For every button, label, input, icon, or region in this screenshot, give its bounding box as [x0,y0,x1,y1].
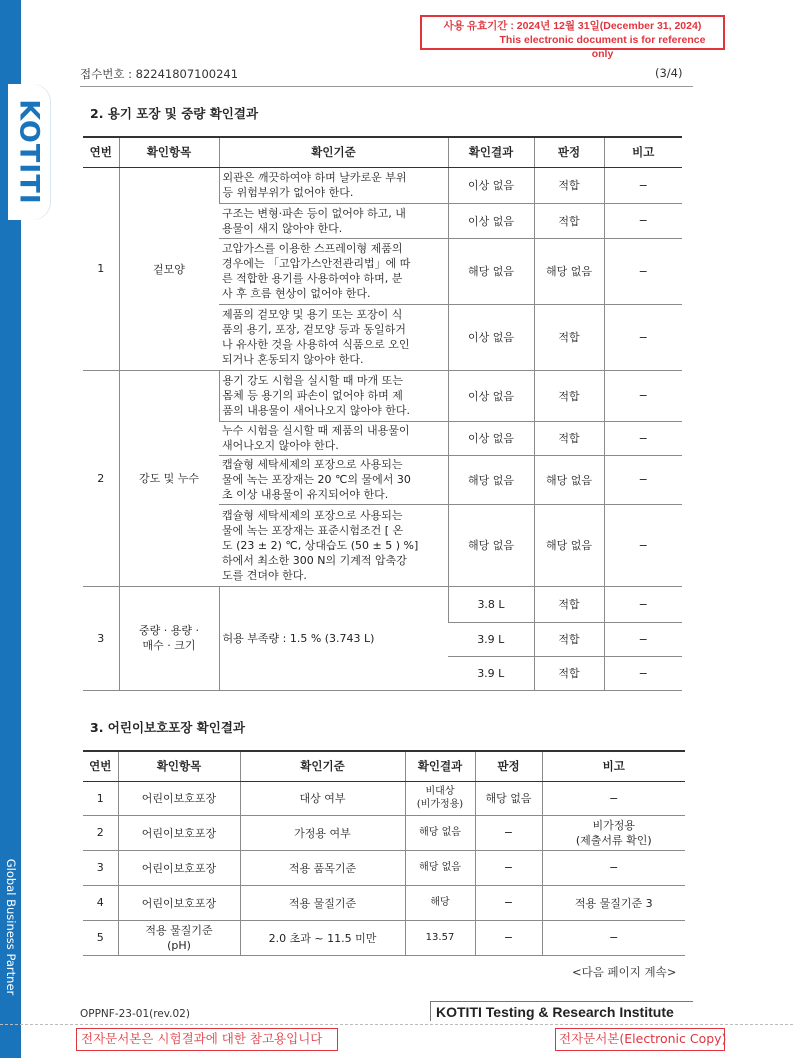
row-result: 해당 없음 [448,238,534,304]
row-verdict: − [475,885,542,920]
row-item: 겉모양 [119,167,219,370]
row-result: 해당 [405,885,475,920]
row-criteria: 구조는 변형·파손 등이 없어야 하고, 내 용물이 새지 않아야 한다. [219,203,448,238]
row-verdict: 적합 [534,421,604,455]
col-header-item: 확인항목 [119,137,219,167]
continue-note: <다음 페이지 계속> [572,965,677,979]
row-no: 5 [83,920,118,955]
row-note: 적용 물질기준 3 [542,885,685,920]
table-row [83,885,685,920]
row-note: − [604,370,682,421]
row-item: 어린이보호포장 [118,885,240,920]
row-criteria: 대상 여부 [240,781,405,815]
row-note: − [604,167,682,203]
row-criteria: 누수 시험을 실시할 때 제품의 내용물이 새어나오지 않아야 한다. [219,421,448,455]
row-no: 3 [83,850,118,885]
row-verdict: 적합 [534,370,604,421]
row-verdict: 적합 [534,203,604,238]
row-verdict: 해당 없음 [475,781,542,815]
row-criteria: 캡슐형 세탁세제의 포장으로 사용되는 물에 녹는 포장재는 표준시험조건 [ 온 도 (23 ± 2) ℃, 상대습도 (50 ± 5 ) %] 하에서 최소한 300 N의 기계적 압축강 도를 견뎌야 한다. [219,504,448,586]
row-no: 4 [83,885,118,920]
col-header-note: 비고 [542,751,685,781]
section2-title: 2. 용기 포장 및 중량 확인결과 [90,106,259,121]
receipt-number: 접수번호 : 82241807100241 [80,67,239,81]
row-verdict: − [475,920,542,955]
reference-notice: 전자문서본은 시험결과에 대한 참고용입니다 [76,1028,338,1051]
table-row [83,815,685,850]
row-note: − [542,920,685,955]
row-verdict: 해당 없음 [534,238,604,304]
row-verdict: − [475,850,542,885]
row-item: 적용 물질기준 (pH) [118,920,240,955]
row-verdict: − [475,815,542,850]
child-protection-table [83,750,685,956]
row-verdict: 적합 [534,167,604,203]
row-note: − [604,238,682,304]
sidebar-slogan: Global Business Partner [4,858,18,996]
row-result: 이상 없음 [448,370,534,421]
row-note: − [542,850,685,885]
col-header-no: 연번 [83,137,119,167]
row-note: − [604,622,682,656]
row-verdict: 해당 없음 [534,504,604,586]
row-criteria: 용기 강도 시험을 실시할 때 마개 또는 몸체 등 용기의 파손이 없어야 하며 제 품의 내용물이 새어나오지 않아야 한다. [219,370,448,421]
header-divider [80,86,693,87]
row-criteria: 캡슐형 세탁세제의 포장으로 사용되는 물에 녹는 포장재는 20 ℃의 물에서 30 초 이상 내용물이 유지되어야 한다. [219,455,448,504]
row-verdict: 적합 [534,304,604,370]
section3-title: 3. 어린이보호포장 확인결과 [90,720,245,735]
form-code: OPPNF-23-01(rev.02) [80,1008,190,1020]
footer-divider [0,1024,793,1025]
col-header-verdict: 판정 [475,751,542,781]
col-header-result: 확인결과 [448,137,534,167]
row-result: 3.9 L [448,622,534,656]
page-number: (3/4) [655,66,683,80]
table-row [83,920,685,955]
row-no: 2 [83,815,118,850]
row-item: 강도 및 누수 [119,370,219,586]
row-criteria: 고압가스를 이용한 스프레이형 제품의 경우에는 「고압가스안전관리법」에 따 른 적합한 용기를 사용하여야 하며, 분 사 후 흐름 현상이 없어야 한다. [219,238,448,304]
row-criteria: 외관은 깨끗하여야 하며 날카로운 부위 등 위험부위가 없어야 한다. [219,167,448,203]
validity-stamp [420,15,725,60]
row-result: 3.9 L [448,656,534,690]
row-no: 3 [83,586,119,690]
row-item: 어린이보호포장 [118,781,240,815]
row-criteria: 허용 부족량 : 1.5 % (3.743 L) [219,586,448,690]
col-header-result: 확인결과 [405,751,475,781]
row-note: − [604,421,682,455]
table-row [83,370,682,421]
row-note: − [604,304,682,370]
row-result: 이상 없음 [448,167,534,203]
validity-line-2: This electronic document is for reference only [499,34,706,60]
col-header-no: 연번 [83,751,118,781]
row-result: 해당 없음 [405,815,475,850]
col-header-criteria: 확인기준 [240,751,405,781]
row-item: 어린이보호포장 [118,850,240,885]
table-row [83,167,682,203]
row-criteria: 적용 품목기준 [240,850,405,885]
row-no: 2 [83,370,119,586]
row-result: 이상 없음 [448,304,534,370]
row-result: 13.57 [405,920,475,955]
col-header-verdict: 판정 [534,137,604,167]
row-no: 1 [83,781,118,815]
table-row [83,781,685,815]
row-note: − [542,781,685,815]
row-note: − [604,656,682,690]
row-criteria: 적용 물질기준 [240,885,405,920]
row-verdict: 해당 없음 [534,455,604,504]
row-no: 1 [83,167,119,370]
row-note: − [604,455,682,504]
packaging-table [83,136,682,691]
row-criteria: 가정용 여부 [240,815,405,850]
col-header-criteria: 확인기준 [219,137,448,167]
row-result: 3.8 L [448,586,534,622]
row-criteria: 제품의 겉모양 및 용기 또는 포장이 식 품의 용기, 포장, 겉모양 등과 동일하거 나 유사한 것을 사용하여 식품으로 오인 되거나 혼동되지 않아야 한다. [219,304,448,370]
row-verdict: 적합 [534,622,604,656]
row-criteria: 2.0 초과 ~ 11.5 미만 [240,920,405,955]
electronic-copy-label: 전자문서본(Electronic Copy) [555,1028,725,1051]
row-note: 비가정용 (제출서류 확인) [542,815,685,850]
col-header-note: 비고 [604,137,682,167]
institute-name: KOTITI Testing & Research Institute [430,1001,693,1021]
kotiti-logo: KOTITI [13,99,45,205]
validity-line-1: 사용 유효기간 : 2024년 12월 31일(December 31, 2024) [443,20,702,32]
row-note: − [604,586,682,622]
col-header-item: 확인항목 [118,751,240,781]
row-note: − [604,203,682,238]
row-result: 이상 없음 [448,203,534,238]
row-item: 어린이보호포장 [118,815,240,850]
row-result: 해당 없음 [448,455,534,504]
table-row [83,586,682,622]
row-note: − [604,504,682,586]
row-verdict: 적합 [534,656,604,690]
row-result: 해당 없음 [405,850,475,885]
row-verdict: 적합 [534,586,604,622]
row-item: 중량 · 용량 · 매수 · 크기 [119,586,219,690]
row-result: 해당 없음 [448,504,534,586]
table-row [83,850,685,885]
row-result: 이상 없음 [448,421,534,455]
row-result: 비대상 (비가정용) [405,781,475,815]
